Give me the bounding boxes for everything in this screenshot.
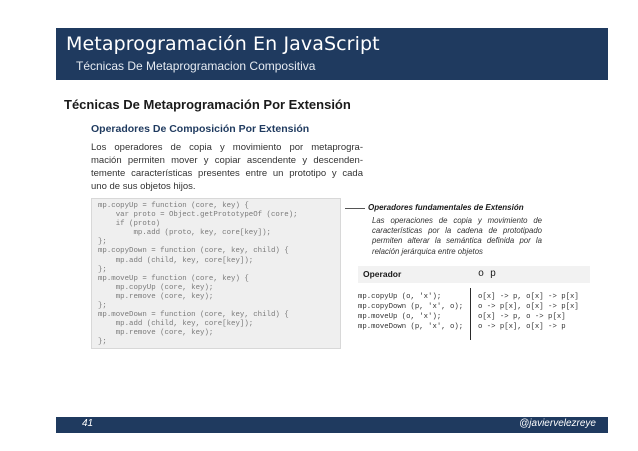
callout-line: relación jerárquica entre objetos [372,246,483,256]
callout-line: permiten alterar la semántica definida por la [372,236,542,246]
slide-title: Metaprogramación En JavaScript [66,33,380,55]
operators-table [358,266,590,338]
slide-subtitle: Técnicas De Metaprogramacion Compositiva [76,59,316,73]
table-cell-operator: mp.copyUp (o, 'x'); [358,293,442,301]
table-row [358,312,590,322]
author-handle: @javiervelezreye [519,418,596,429]
callout-description [372,216,542,257]
code-line: }; [98,265,107,274]
paragraph-line: temente características presentes entre un prototipo y cada [91,168,363,179]
code-line: mp.moveDown = function (core, key, child) { [98,311,289,320]
paragraph-line: uno de sus objetos hijos. [91,181,196,192]
code-block [91,198,341,349]
code-line: var proto = Object.getPrototypeOf (core); [98,211,298,220]
code-line: mp.remove (core, key); [98,292,214,301]
table-header-effect: o p [470,266,590,283]
header-band [56,28,608,80]
table-row [358,292,590,302]
table-cell-effect: o -> p[x], o[x] -> p [478,323,566,331]
table-cell-effect: o[x] -> p, o[x] -> p[x] [478,293,579,301]
code-line: mp.copyUp (core, key); [98,283,214,292]
paragraph-line: Los operadores de copia y movimiento por metaprogra- [91,142,363,153]
code-line: mp.copyDown = function (core, key, child) { [98,247,289,256]
table-header-operator: Operador [358,266,470,283]
table-cell-operator: mp.copyDown (p, 'x', o); [358,303,464,311]
code-line: mp.moveUp = function (core, key) { [98,274,249,283]
table-cell-operator: mp.moveDown (p, 'x', o); [358,323,464,331]
callout-line: características por la cadena de prototipado [372,226,542,236]
code-line: }; [98,238,107,247]
section-title: Técnicas De Metaprogramación Por Extensión [64,97,351,112]
callout-title: Operadores fundamentales de Extensión [368,203,524,212]
code-line: mp.add (child, key, core[key]); [98,256,254,265]
footer-band [56,417,608,433]
page-number: 41 [82,418,94,429]
table-cell-effect: o[x] -> p, o -> p[x] [478,313,566,321]
callout-connector-line [345,208,365,209]
section-subheading: Operadores De Composición Por Extensión [91,123,310,135]
code-line: mp.add (proto, key, core[key]); [98,229,271,238]
code-line: if (proto) [98,220,161,229]
code-line: }; [98,302,107,311]
table-row [358,302,590,312]
section-paragraph [91,141,363,193]
table-row [358,322,590,332]
table-cell-operator: mp.moveUp (o, 'x'); [358,313,442,321]
callout-line: Las operaciones de copia y movimiento de [372,216,542,225]
code-line: }; [98,338,107,347]
code-line: mp.copyUp = function (core, key) { [98,202,249,210]
paragraph-line: mación permiten mover y copiar ascendente y descenden- [91,155,363,166]
table-cell-effect: o -> p[x], o[x] -> p[x] [478,303,579,311]
code-line: mp.add (child, key, core[key]); [98,320,254,329]
code-line: mp.remove (core, key); [98,329,214,338]
